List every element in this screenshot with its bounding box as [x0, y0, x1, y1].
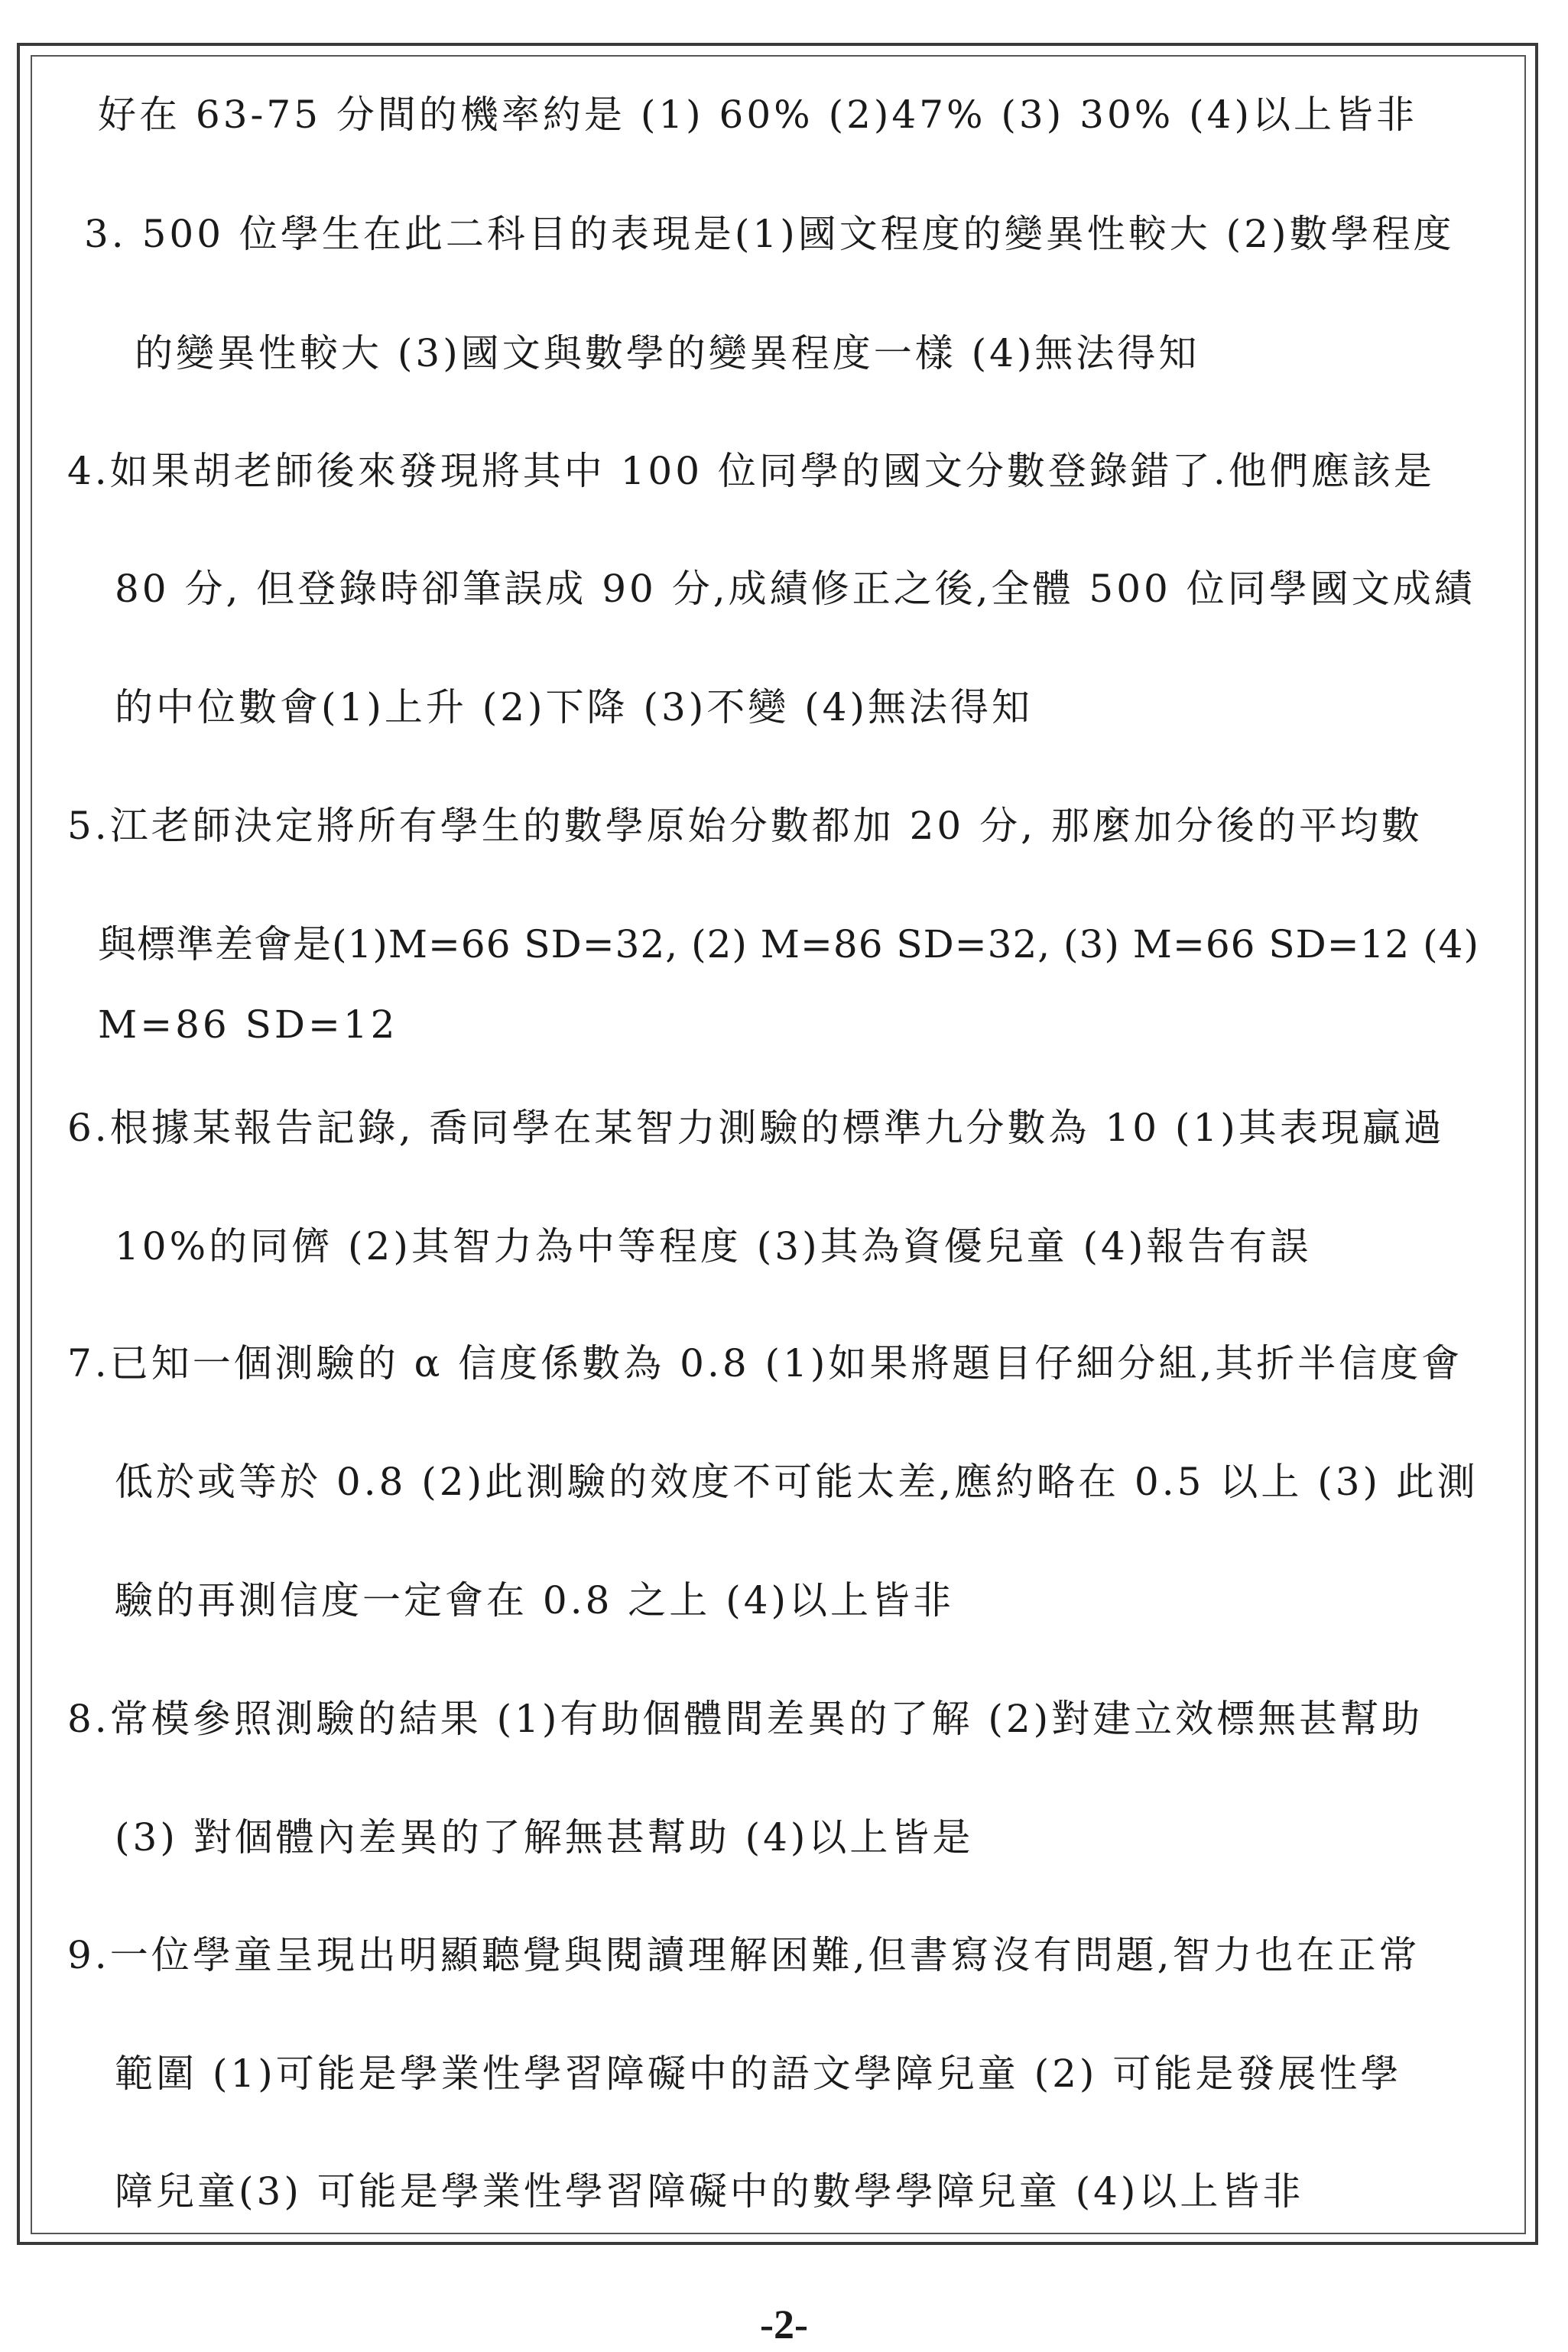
q2-continuation-line: 好在 63-75 分間的機率約是 (1) 60% (2)47% (3) 30% (4)以上皆非: [98, 93, 1417, 137]
question-8-line-2: (3) 對個體內差異的了解無甚幫助 (4)以上皆是: [115, 1815, 974, 1860]
question-4-line-3: 的中位數會(1)上升 (2)下降 (3)不變 (4)無法得知: [115, 685, 1033, 729]
question-6-line-2: 10%的同儕 (2)其智力為中等程度 (3)其為資優兒童 (4)報告有誤: [115, 1224, 1312, 1269]
question-5-line-3: M=86 SD=12: [98, 1002, 398, 1047]
question-9-line-1: 9.一位學童呈現出明顯聽覺與閱讀理解困難,但書寫沒有問題,智力也在正常: [67, 1933, 1420, 1977]
question-7-line-1: 7.已知一個測驗的 α 信度係數為 0.8 (1)如果將題目仔細分組,其折半信度會: [67, 1341, 1463, 1386]
question-8-line-1: 8.常模參照測驗的結果 (1)有助個體間差異的了解 (2)對建立效標無甚幫助: [67, 1697, 1424, 1741]
question-6-line-1: 6.根據某報告記錄, 喬同學在某智力測驗的標準九分數為 10 (1)其表現贏過: [67, 1106, 1445, 1150]
question-9-line-2: 範圍 (1)可能是學業性學習障礙中的語文學障兒童 (2) 可能是發展性學: [115, 2052, 1402, 2096]
question-7-line-2: 低於或等於 0.8 (2)此測驗的效度不可能太差,應約略在 0.5 以上 (3) 此測: [115, 1460, 1479, 1504]
question-5-line-2: 與標準差會是(1)M=66 SD=32, (2) M=86 SD=32, (3) M=66 SD=12 (4): [98, 922, 1479, 966]
question-4-line-1: 4.如果胡老師後來發現將其中 100 位同學的國文分數登錄錯了.他們應該是: [67, 449, 1435, 493]
question-7-line-3: 驗的再測信度一定會在 0.8 之上 (4)以上皆非: [115, 1578, 955, 1623]
question-4-line-2: 80 分, 但登錄時卻筆誤成 90 分,成績修正之後,全體 500 位同學國文成績: [115, 567, 1475, 611]
question-5-line-1: 5.江老師決定將所有學生的數學原始分數都加 20 分, 那麼加分後的平均數: [67, 804, 1423, 848]
question-3-line-2: 的變異性較大 (3)國文與數學的變異程度一樣 (4)無法得知: [135, 331, 1200, 375]
question-3-line-1: 3. 500 位學生在此二科目的表現是(1)國文程度的變異性較大 (2)數學程度: [84, 212, 1455, 256]
question-9-line-3: 障兒童(3) 可能是學業性學習障礙中的數學學障兒童 (4)以上皆非: [115, 2169, 1304, 2214]
page-number: -2-: [760, 2302, 808, 2347]
